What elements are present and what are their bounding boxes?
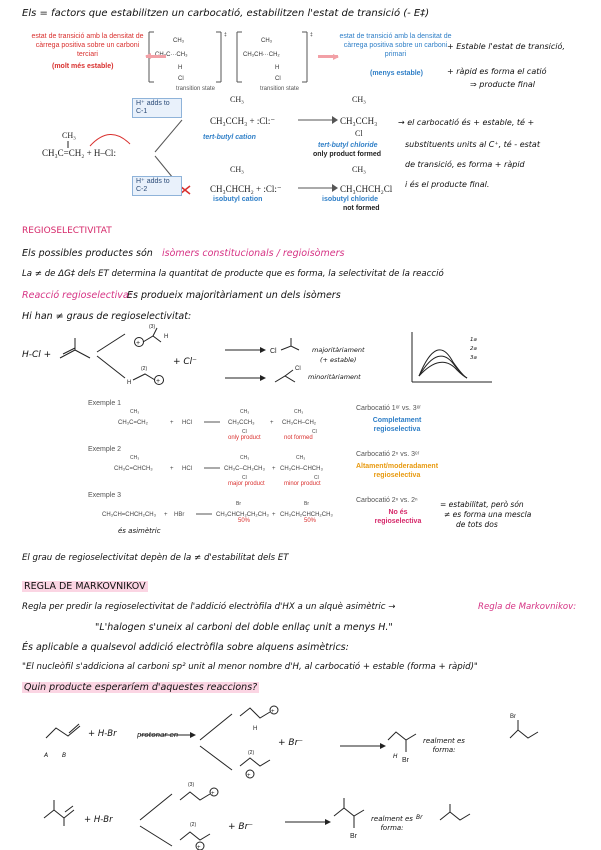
example-3-side-2: ≠ es forma una mescla (444, 510, 532, 519)
side-note-2: + ràpid es forma el catió (447, 67, 547, 76)
svg-text:Cl: Cl (242, 429, 247, 435)
svg-text:CH₃: CH₃ (240, 455, 250, 461)
svg-text:‡: ‡ (310, 32, 313, 38)
svg-text:+: + (211, 791, 215, 797)
example-3-verdict: No és regioselectiva (374, 509, 422, 525)
svg-text:CH₃CHCH₂Cl: CH₃CHCH₂Cl (340, 184, 393, 194)
svg-text:+: + (136, 340, 141, 347)
svg-text:H: H (127, 380, 132, 386)
svg-text:CH₃: CH₃ (173, 38, 185, 44)
mechanism-diagram (30, 94, 395, 224)
svg-text:HCl: HCl (182, 420, 192, 426)
svg-text:CH₃: CH₃ (296, 455, 306, 461)
minor-label: minoritàriament (308, 373, 361, 381)
svg-text:+: + (164, 512, 168, 518)
regio-reagent: H-Cl + (22, 350, 52, 360)
example-2-verdict: Altament/moderadament regioselectiva (355, 463, 439, 479)
example-1-p2: not formed (284, 435, 313, 441)
example-1-verdict: Completament regioselectiva (372, 417, 422, 433)
left-ts-label: estat de transició amb la densitat de càrrega positiva sobre un carboni terciari (31, 33, 144, 58)
side-note-3: ⇒ producte final (470, 80, 536, 89)
example-3-sym-note: és asimètric (118, 527, 161, 535)
svg-text:H: H (178, 65, 183, 71)
svg-text:+: + (197, 845, 201, 850)
svg-text:Cl: Cl (270, 348, 277, 355)
svg-text:Br: Br (510, 714, 516, 720)
svg-text:+: + (247, 773, 251, 779)
ts-caption-2: transition state (260, 86, 300, 92)
r2-product-br: Br (416, 814, 423, 821)
iso-product-name: isobutyl chloride (322, 196, 379, 203)
svg-text:CH₃CH–CHCH₃: CH₃CH–CHCH₃ (280, 466, 323, 472)
markovnikov-line2: És aplicable a qualsevol addició electròfila sobre alquens asimètrics: (22, 642, 349, 653)
mech-note-1: → el carbocatió és + estable, té + (398, 118, 535, 127)
svg-text:CH₃CHCH₂CH₂CH₃: CH₃CHCH₂CH₂CH₃ (216, 512, 269, 518)
example-1-carbo: Carbocatió 1ᵉʳ vs. 3ᵉʳ (356, 405, 421, 412)
right-ts-note: (menys estable) (370, 70, 423, 77)
regio-line1-b: isòmers constitucionals / regioisòmers (162, 248, 345, 259)
mech-note-3: de transició, es forma + ràpid (405, 160, 525, 169)
svg-text:CH₃: CH₃ (230, 165, 244, 174)
svg-text:CH₃CCH₃: CH₃CCH₃ (228, 420, 255, 426)
svg-text:(3): (3) (188, 782, 195, 788)
svg-text:+: + (170, 466, 174, 472)
svg-text:‡: ‡ (224, 32, 227, 38)
svg-text:CH₃CHCH₂ + :Cl:⁻: CH₃CHCH₂ + :Cl:⁻ (210, 184, 282, 194)
svg-text:H: H (253, 726, 258, 732)
svg-text:+: + (272, 466, 276, 472)
svg-text:CH₃: CH₃ (352, 165, 366, 174)
svg-text:Cl: Cl (295, 366, 301, 372)
example-3-side-3: de tots dos (456, 520, 498, 529)
r1-product-h: H (393, 753, 398, 760)
major-note: (+ estable) (320, 356, 357, 364)
markovnikov-heading: REGLA DE MARKOVNIKOV (24, 581, 146, 592)
tert-product-note: only product formed (313, 151, 382, 158)
regio-sketch (55, 322, 355, 402)
mech-note-4: i és el producte final. (405, 180, 490, 189)
svg-text:CH₃CH=CHCH₂CH₃: CH₃CH=CHCH₂CH₃ (102, 512, 157, 518)
regio-heading: REGIOSELECTIVITAT (22, 226, 112, 236)
example-2-p1: major product (228, 481, 265, 487)
svg-text:+: + (271, 709, 275, 715)
svg-text:H: H (164, 334, 169, 340)
r2-bromide: + Br⁻ (228, 822, 254, 832)
svg-text:+: + (270, 420, 274, 426)
r1-bromide: + Br⁻ (278, 738, 304, 748)
r2-reagent: + H-Br (84, 815, 113, 825)
svg-text:CH₃: CH₃ (240, 409, 250, 415)
svg-text:(2): (2) (248, 750, 255, 756)
path-top-box: H⁺ adds to C-1 (132, 98, 182, 118)
svg-text:CH₃CH₂CHCH₂CH₃: CH₃CH₂CHCH₂CH₃ (280, 512, 333, 518)
svg-text:(2): (2) (190, 822, 197, 828)
svg-text:Br: Br (304, 501, 309, 507)
svg-text:CH₃C=CH₂ + H–Cl:: CH₃C=CH₂ + H–Cl: (42, 148, 116, 158)
svg-text:CH₃: CH₃ (230, 95, 244, 104)
svg-text:+: + (170, 420, 174, 426)
example-3-p2: 50% (304, 518, 317, 524)
path-bottom-box: H⁺ adds to C-2 (132, 176, 182, 196)
iso-cation-name: isobutyl cation (213, 196, 263, 203)
graph-label-1: 1a (470, 337, 477, 343)
markovnikov-quote2: "El nucleòfil s'addiciona al carboni sp² unit al menor nombre d'H, al carbocatió + estable (forma + ràpid)" (22, 662, 478, 672)
svg-text:(2): (2) (141, 366, 148, 372)
example-1-p1: only product (228, 435, 261, 441)
graph-label-3: 3a (470, 355, 477, 361)
side-note-1: + Estable l'estat de transició, (447, 42, 565, 51)
svg-text:+: + (156, 378, 161, 385)
example-1-title: Exemple 1 (88, 400, 122, 407)
example-2-carbo: Carbocatió 2ⁿ vs. 3ᵉʳ (356, 451, 420, 458)
mech-note-2: substituents units al C⁺, té - estat (405, 140, 540, 149)
arrow-right-icon (318, 55, 338, 58)
svg-text:(3): (3) (149, 324, 156, 330)
example-3-title: Exemple 3 (88, 492, 122, 499)
svg-text:Cl: Cl (312, 429, 317, 435)
svg-text:Br: Br (236, 501, 241, 507)
regio-line3-a: Reacció regioselectiva: (22, 290, 132, 301)
svg-text:+: + (272, 512, 276, 518)
svg-text:Br: Br (350, 833, 357, 840)
markovnikov-line1-a: Regla per predir la regioselectivitat de l'addició electròfila d'HX a un alquè asimètric → (22, 602, 396, 612)
svg-text:HBr: HBr (174, 512, 185, 518)
regio-line4: Hi han ≠ graus de regioselectivitat: (22, 311, 192, 322)
iso-product-note: not formed (343, 205, 380, 212)
example-3-side-1: = estabilitat, però són (440, 500, 524, 509)
svg-text:Cl: Cl (275, 76, 281, 82)
energy-graph (407, 330, 497, 390)
svg-text:H: H (275, 65, 280, 71)
r1-label-a: A (44, 752, 49, 759)
regio-line2: La ≠ de ΔG‡ dels ET determina la quantitat de producte que es forma, la selectivitat de la reacció (22, 269, 444, 279)
intro-line: Els = factors que estabilitzen un carbocatió, estabilitzen l'estat de transició (- E‡) (22, 8, 430, 19)
r1-reagent: + H-Br (88, 729, 117, 739)
example-3-carbo: Carbocatió 2ⁿ vs. 2ⁿ (356, 497, 418, 504)
major-label: majoritàriament (312, 346, 365, 354)
svg-text:Br: Br (402, 757, 409, 764)
product-label-2: realment es forma: (371, 815, 413, 832)
regio-line3-b: Es produeix majoritàriament un dels isòmers (127, 290, 341, 301)
svg-text:HCl: HCl (182, 466, 192, 472)
product-label-1: realment es forma: (423, 737, 465, 754)
svg-text:CH₃: CH₃ (261, 38, 273, 44)
left-ts-note: (molt més estable) (52, 63, 114, 70)
svg-text:CH₃C–CH₂CH₃: CH₃C–CH₂CH₃ (224, 466, 265, 472)
svg-text:Cl: Cl (242, 475, 247, 481)
svg-text:CH₃CCH₃ + :Cl:⁻: CH₃CCH₃ + :Cl:⁻ (210, 116, 276, 126)
markovnikov-question: Quin producte esperaríem d'aquestes reaccions? (24, 682, 258, 693)
markovnikov-reactions (40, 700, 560, 850)
svg-text:CH₃: CH₃ (294, 409, 304, 415)
example-3-p1: 50% (238, 518, 251, 524)
svg-text:Cl: Cl (314, 475, 319, 481)
regio-line1-a: Els possibles productes són (22, 248, 153, 259)
svg-text:CH₃CH···CH₂: CH₃CH···CH₂ (243, 52, 280, 58)
markovnikov-quote1: "L'halogen s'uneix al carboni del doble enllaç unit a menys H." (95, 622, 393, 633)
ts-caption-1: transition state (176, 86, 216, 92)
arrow-left-icon (146, 55, 166, 58)
right-ts-label: estat de transició amb la densitat de càrrega positiva sobre un carboni primari (339, 33, 452, 58)
svg-text:CH₃CH–CH₂: CH₃CH–CH₂ (282, 420, 317, 426)
svg-text:CH₃: CH₃ (352, 95, 366, 104)
tert-cation-name: tert-butyl cation (203, 134, 256, 141)
example-2-title: Exemple 2 (88, 446, 122, 453)
svg-text:CH₃C=CH₂: CH₃C=CH₂ (118, 420, 148, 426)
svg-text:CH₃: CH₃ (130, 409, 140, 415)
svg-text:CH₃C=CHCH₃: CH₃C=CHCH₃ (114, 466, 153, 472)
svg-text:CH₃: CH₃ (62, 131, 76, 140)
markovnikov-line1-b: Regla de Markovnikov: (478, 602, 577, 612)
regio-chloride: + Cl⁻ (173, 357, 197, 367)
svg-text:CH₃: CH₃ (130, 455, 140, 461)
svg-text:Cl: Cl (178, 76, 184, 82)
example-2-p2: minor product (284, 481, 321, 487)
r1-label-b: B (62, 752, 67, 759)
svg-text:CH₃CCH₃: CH₃CCH₃ (340, 116, 378, 126)
tert-product-name: tert-butyl chloride (318, 142, 378, 149)
svg-text:CH₃C···CH₃: CH₃C···CH₃ (155, 52, 188, 58)
r1-arrow-text: protonar en (137, 731, 179, 739)
graph-label-2: 2a (470, 346, 477, 352)
degree-note: El grau de regioselectivitat depèn de la ≠ d'estabilitat dels ET (22, 553, 289, 563)
svg-text:Cl: Cl (355, 129, 363, 138)
